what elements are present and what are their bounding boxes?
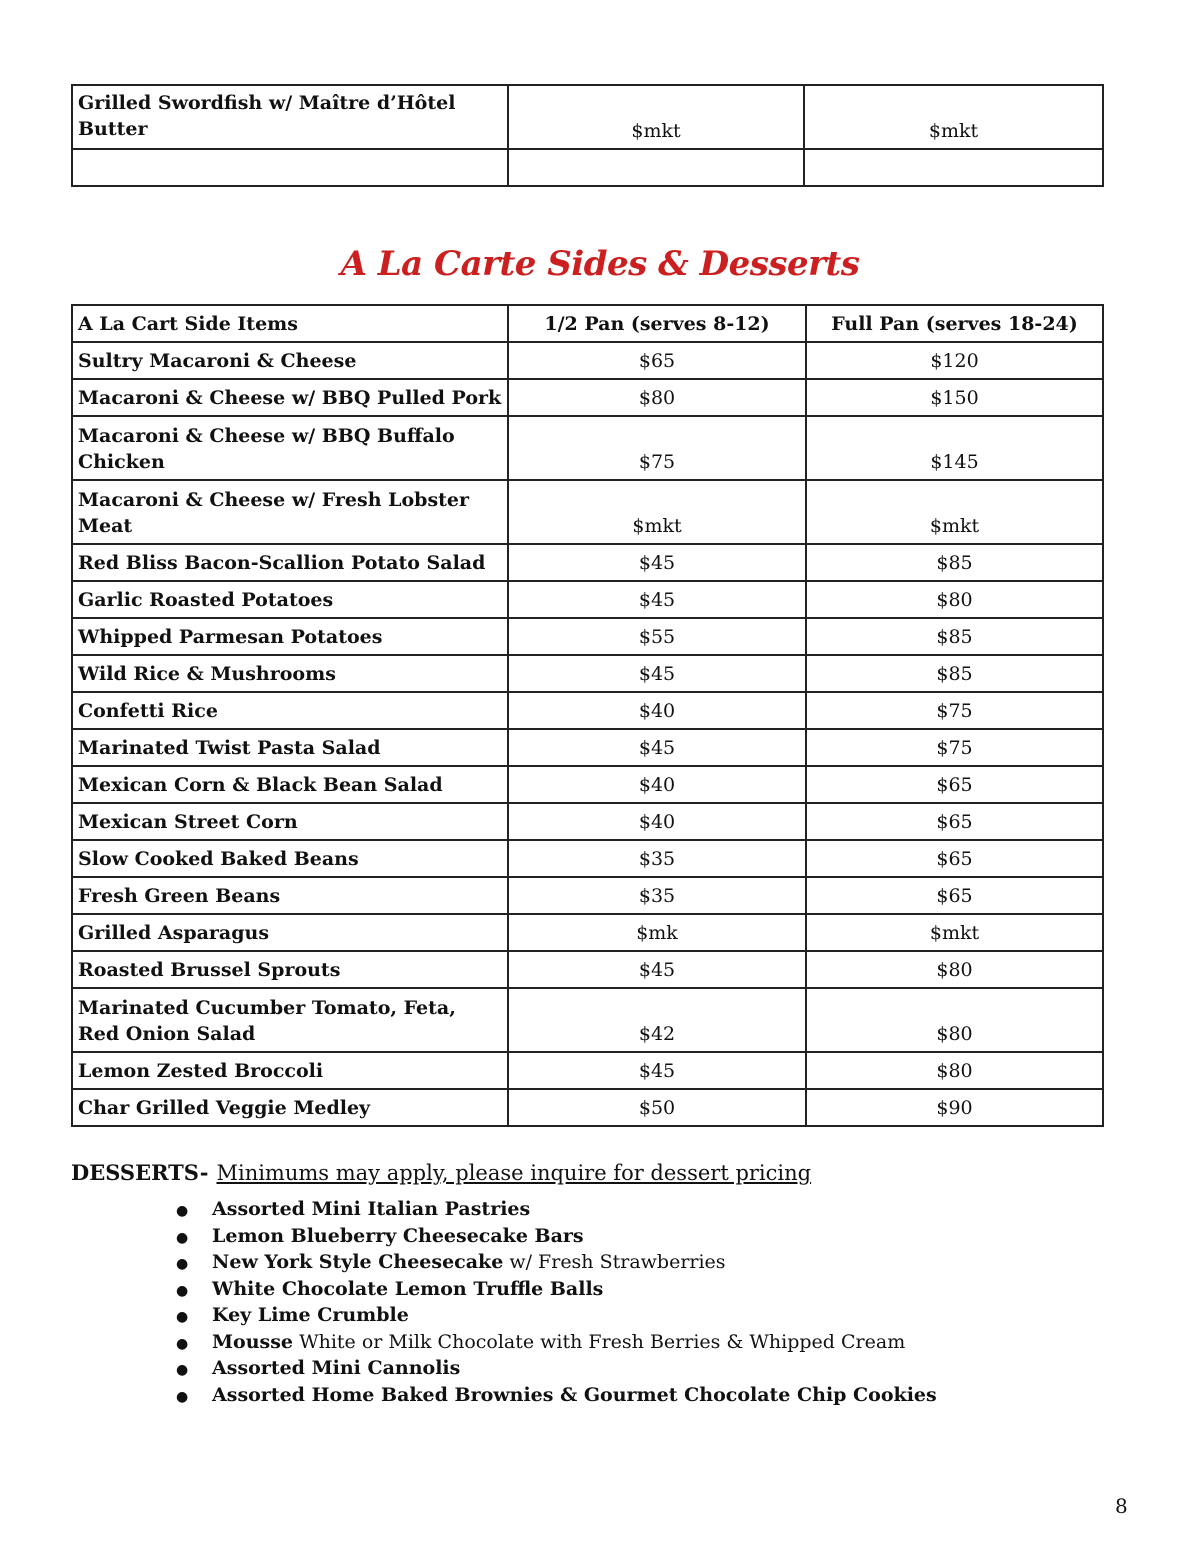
list-item	[176, 1382, 937, 1409]
item-name: Red Bliss Bacon-Scallion Potato Salad	[72, 544, 508, 581]
list-item	[176, 1249, 937, 1276]
table-row	[72, 581, 1103, 618]
item-name: Grilled Asparagus	[72, 914, 508, 951]
sides-table	[71, 304, 1104, 1127]
half-pan-price: $65	[508, 342, 806, 379]
table-row	[72, 803, 1103, 840]
full-pan-price: $65	[806, 803, 1103, 840]
item-name: Macaroni & Cheese w/ Fresh Lobster Meat	[72, 480, 508, 544]
half-pan-price: $80	[508, 379, 806, 416]
list-item	[176, 1276, 937, 1303]
item-name: Macaroni & Cheese w/ BBQ Buffalo Chicken	[72, 416, 508, 480]
entree-table-continued	[71, 84, 1104, 187]
item-name: Mexican Corn & Black Bean Salad	[72, 766, 508, 803]
full-pan-price: $85	[806, 618, 1103, 655]
full-pan-price: $150	[806, 379, 1103, 416]
full-pan-price: $80	[806, 988, 1103, 1052]
full-pan-price: $80	[806, 1052, 1103, 1089]
item-name: Marinated Twist Pasta Salad	[72, 729, 508, 766]
half-pan-price: $45	[508, 729, 806, 766]
half-pan-price	[508, 149, 804, 186]
dessert-name: Mousse	[212, 1330, 294, 1353]
dessert-name: New York Style Cheesecake	[212, 1251, 504, 1273]
table-row	[72, 729, 1103, 766]
bullet-icon: ●	[176, 1388, 189, 1405]
item-name: Wild Rice & Mushrooms	[72, 655, 508, 692]
half-pan-price: $40	[508, 803, 806, 840]
table-row	[72, 379, 1103, 416]
half-pan-price: $45	[508, 655, 806, 692]
bullet-icon: ●	[176, 1282, 189, 1299]
table-row	[72, 988, 1103, 1052]
dessert-name: White Chocolate Lemon Truffle Balls	[212, 1277, 604, 1300]
half-pan-price: $mkt	[508, 85, 804, 149]
half-pan-price: $40	[508, 766, 806, 803]
table-row	[72, 416, 1103, 480]
full-pan-price: $mkt	[804, 85, 1103, 149]
table-row	[72, 342, 1103, 379]
dessert-description: White or Milk Chocolate with Fresh Berries & Whipped Cream	[299, 1330, 906, 1353]
item-name: Roasted Brussel Sprouts	[72, 951, 508, 988]
full-pan-price: $65	[806, 877, 1103, 914]
bullet-icon: ●	[176, 1203, 189, 1219]
table-row	[72, 951, 1103, 988]
list-item	[176, 1302, 937, 1329]
item-name: Macaroni & Cheese w/ BBQ Pulled Pork	[72, 379, 508, 416]
table-row	[72, 85, 1103, 149]
half-pan-price: $45	[508, 1052, 806, 1089]
table-row	[72, 766, 1103, 803]
list-item	[176, 1223, 937, 1250]
full-pan-price: $75	[806, 729, 1103, 766]
section-title: A La Carte Sides & Desserts	[340, 244, 860, 284]
list-item	[176, 1196, 937, 1223]
desserts-note: Minimums may apply, please inquire for dessert pricing	[216, 1161, 812, 1185]
item-name: Garlic Roasted Potatoes	[72, 581, 508, 618]
dessert-name: Assorted Mini Italian Pastries	[212, 1198, 531, 1220]
bullet-icon: ●	[176, 1335, 189, 1352]
dessert-name: Key Lime Crumble	[212, 1304, 409, 1326]
table-row	[72, 655, 1103, 692]
item-name: Marinated Cucumber Tomato, Feta, Red Onion Salad	[72, 988, 508, 1052]
item-name: Sultry Macaroni & Cheese	[72, 342, 508, 379]
full-pan-price: $80	[806, 581, 1103, 618]
full-pan-price: $120	[806, 342, 1103, 379]
full-pan-price: $mkt	[806, 914, 1103, 951]
item-name: Whipped Parmesan Potatoes	[72, 618, 508, 655]
dessert-list	[176, 1196, 937, 1408]
table-row	[72, 692, 1103, 729]
full-pan-price: $85	[806, 655, 1103, 692]
half-pan-price: $42	[508, 988, 806, 1052]
full-pan-price: $75	[806, 692, 1103, 729]
half-pan-price: $75	[508, 416, 806, 480]
item-name: Char Grilled Veggie Medley	[72, 1089, 508, 1126]
half-pan-price: $35	[508, 877, 806, 914]
half-pan-price: $40	[508, 692, 806, 729]
item-name: Grilled Swordfish w/ Maître d’Hôtel Butter	[72, 85, 508, 149]
half-pan-price: $45	[508, 951, 806, 988]
item-name: Slow Cooked Baked Beans	[72, 840, 508, 877]
half-pan-price: $mkt	[508, 480, 806, 544]
item-name: Lemon Zested Broccoli	[72, 1052, 508, 1089]
bullet-icon: ●	[176, 1229, 189, 1246]
bullet-icon: ●	[176, 1309, 189, 1325]
table-row	[72, 618, 1103, 655]
table-row	[72, 544, 1103, 581]
item-name: Fresh Green Beans	[72, 877, 508, 914]
full-pan-price: $90	[806, 1089, 1103, 1126]
dessert-name: Assorted Mini Cannolis	[212, 1357, 461, 1379]
table-row	[72, 1089, 1103, 1126]
dessert-description: w/ Fresh Strawberries	[509, 1251, 726, 1273]
table-row	[72, 480, 1103, 544]
table-row	[72, 1052, 1103, 1089]
column-header-half-pan: 1/2 Pan (serves 8-12)	[508, 305, 806, 342]
half-pan-price: $35	[508, 840, 806, 877]
item-name: Mexican Street Corn	[72, 803, 508, 840]
item-name	[72, 149, 508, 186]
half-pan-price: $50	[508, 1089, 806, 1126]
page-number: 8	[1115, 1494, 1128, 1518]
full-pan-price: $mkt	[806, 480, 1103, 544]
dessert-name: Assorted Home Baked Brownies & Gourmet Chocolate Chip Cookies	[212, 1383, 937, 1406]
half-pan-price: $45	[508, 581, 806, 618]
column-header-full-pan: Full Pan (serves 18-24)	[806, 305, 1103, 342]
half-pan-price: $45	[508, 544, 806, 581]
table-row	[72, 914, 1103, 951]
desserts-label: DESSERTS-	[71, 1160, 209, 1185]
desserts-heading	[71, 1160, 811, 1185]
table-row	[72, 840, 1103, 877]
full-pan-price: $80	[806, 951, 1103, 988]
list-item	[176, 1355, 937, 1382]
dessert-name: Lemon Blueberry Cheesecake Bars	[212, 1224, 584, 1247]
full-pan-price	[804, 149, 1103, 186]
item-name: Confetti Rice	[72, 692, 508, 729]
full-pan-price: $145	[806, 416, 1103, 480]
bullet-icon: ●	[176, 1256, 189, 1272]
half-pan-price: $55	[508, 618, 806, 655]
table-header-row	[72, 305, 1103, 342]
list-item	[176, 1329, 937, 1356]
full-pan-price: $65	[806, 840, 1103, 877]
bullet-icon: ●	[176, 1362, 189, 1378]
column-header-item: A La Cart Side Items	[72, 305, 508, 342]
half-pan-price: $mk	[508, 914, 806, 951]
full-pan-price: $65	[806, 766, 1103, 803]
full-pan-price: $85	[806, 544, 1103, 581]
table-row	[72, 877, 1103, 914]
table-row	[72, 149, 1103, 186]
